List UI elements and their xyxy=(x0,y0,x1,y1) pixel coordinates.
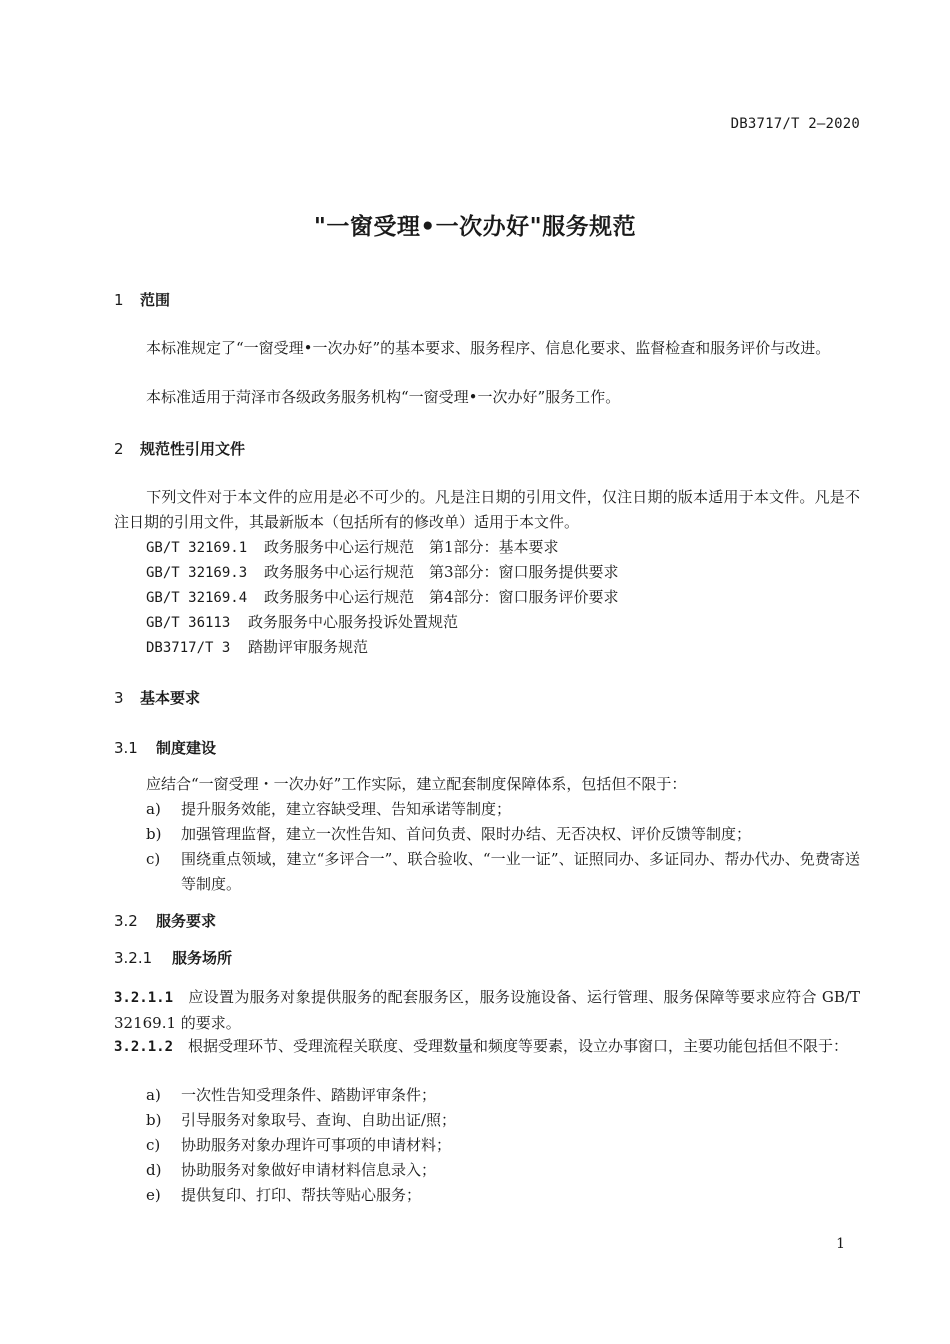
section-heading-3-2-1: 3.2.1 服务场所 xyxy=(114,949,233,967)
reference-item: DB3717/T 3 踏勘评审服务规范 xyxy=(146,638,369,656)
section-heading-1: 1 范围 xyxy=(114,291,171,309)
paragraph-scope-1: 本标准规定了“一窗受理•一次办好”的基本要求、服务程序、信息化要求、监督检查和服务评价与改进。 xyxy=(146,339,831,357)
reference-item: GB/T 32169.1 政务服务中心运行规范 第1部分：基本要求 xyxy=(146,538,559,556)
paragraph-scope-2: 本标准适用于菏泽市各级政务服务机构“一窗受理•一次办好”服务工作。 xyxy=(146,388,621,406)
reference-item: GB/T 32169.4 政务服务中心运行规范 第4部分：窗口服务评价要求 xyxy=(146,588,619,606)
reference-item: GB/T 32169.3 政务服务中心运行规范 第3部分：窗口服务提供要求 xyxy=(146,563,619,581)
reference-item: GB/T 36113 政务服务中心服务投诉处置规范 xyxy=(146,613,459,631)
page-number: 1 xyxy=(836,1236,845,1252)
document-page: DB3717/T 2—2020 "一窗受理•一次办好"服务规范 1 范围 本标准规定了“一窗受理•一次办好”的基本要求、服务程序、信息化要求、监督检查和服务评价与改进。 本标准适用于菏泽市各级政务服务机构“一窗受理•一次办好”服务工作。 2 规范性引用文件 下列文件对于本文件的应用是必不可少的。凡是注日期的引用文件，仅注日期的版本适用于本文件。凡是不注日期的引用文件，其最新版本（包括所有的修改单）适用于本文件。 GB/T 32169.1 政务服务中心运行规范 第1部分：基本要求 GB/T 32169.3 政务服务中心运行规范 第3部分：窗口服务提供要求 GB/T 32169.4 政务服务中心运行规范 第4部分：窗口服务评价要求 GB/T 36113 政务服务中心服务投诉处置规范 DB3717/T 3 踏勘评审服务规范 3 基本要求 3.1 制度建设 应结合“一窗受理・一次办好”工作实际，建立配套制度保障体系，包括但不限于： a) 提升服务效能，建立容缺受理、告知承诺等制度； b) 加强管理监督，建立一次性告知、首问负责、限时办结、无否决权、评价反馈等制度； c) 围绕重点领域，建立“多评合一”、联合验收、“一业一证”、证照同办、多证同办、帮办代办、免费寄送等制度。 3.2 服务要求 3.2.1 服务场所 3.2.1.1 应设置为服务对象提供服务的配套服务区，服务设施设备、运行管理、服务保障等要求应符合 GB/T 32169.1 的要求。 3.2.1.2 根据受理环节、受理流程关联度、受理数量和频度等要素，设立办事窗口，主要功能包括但不限于： a) 一次性告知受理条件、踏勘评审条件； b) 引导服务对象取号、查询、自助出证/照； c) 协助服务对象办理许可事项的申请材料； d) 协助服务对象做好申请材料信息录入； e) 提供复印、打印、帮扶等贴心服务； 1 xyxy=(0,0,950,1344)
paragraph-system-intro: 应结合“一窗受理・一次办好”工作实际，建立配套制度保障体系，包括但不限于： xyxy=(146,775,687,793)
document-title: "一窗受理•一次办好"服务规范 xyxy=(313,214,637,240)
section-heading-2: 2 规范性引用文件 xyxy=(114,440,246,458)
document-number: DB3717/T 2—2020 xyxy=(730,116,860,132)
section-heading-3: 3 基本要求 xyxy=(114,689,201,707)
section-heading-3-1: 3.1 制度建设 xyxy=(114,739,217,757)
clause-3-2-1-2: 3.2.1.2 根据受理环节、受理流程关联度、受理数量和频度等要素，设立办事窗口，主要功能包括但不限于： xyxy=(114,1037,849,1055)
paragraph-references-intro: 下列文件对于本文件的应用是必不可少的。凡是注日期的引用文件，仅注日期的版本适用于本文件。凡是不注日期的引用文件，其最新版本（包括所有的修改单）适用于本文件。 xyxy=(114,488,860,531)
section-heading-3-2: 3.2 服务要求 xyxy=(114,912,217,930)
clause-3-2-1-1: 3.2.1.1 应设置为服务对象提供服务的配套服务区，服务设施设备、运行管理、服务保障等要求应符合 GB/T 32169.1 的要求。 xyxy=(114,988,860,1032)
